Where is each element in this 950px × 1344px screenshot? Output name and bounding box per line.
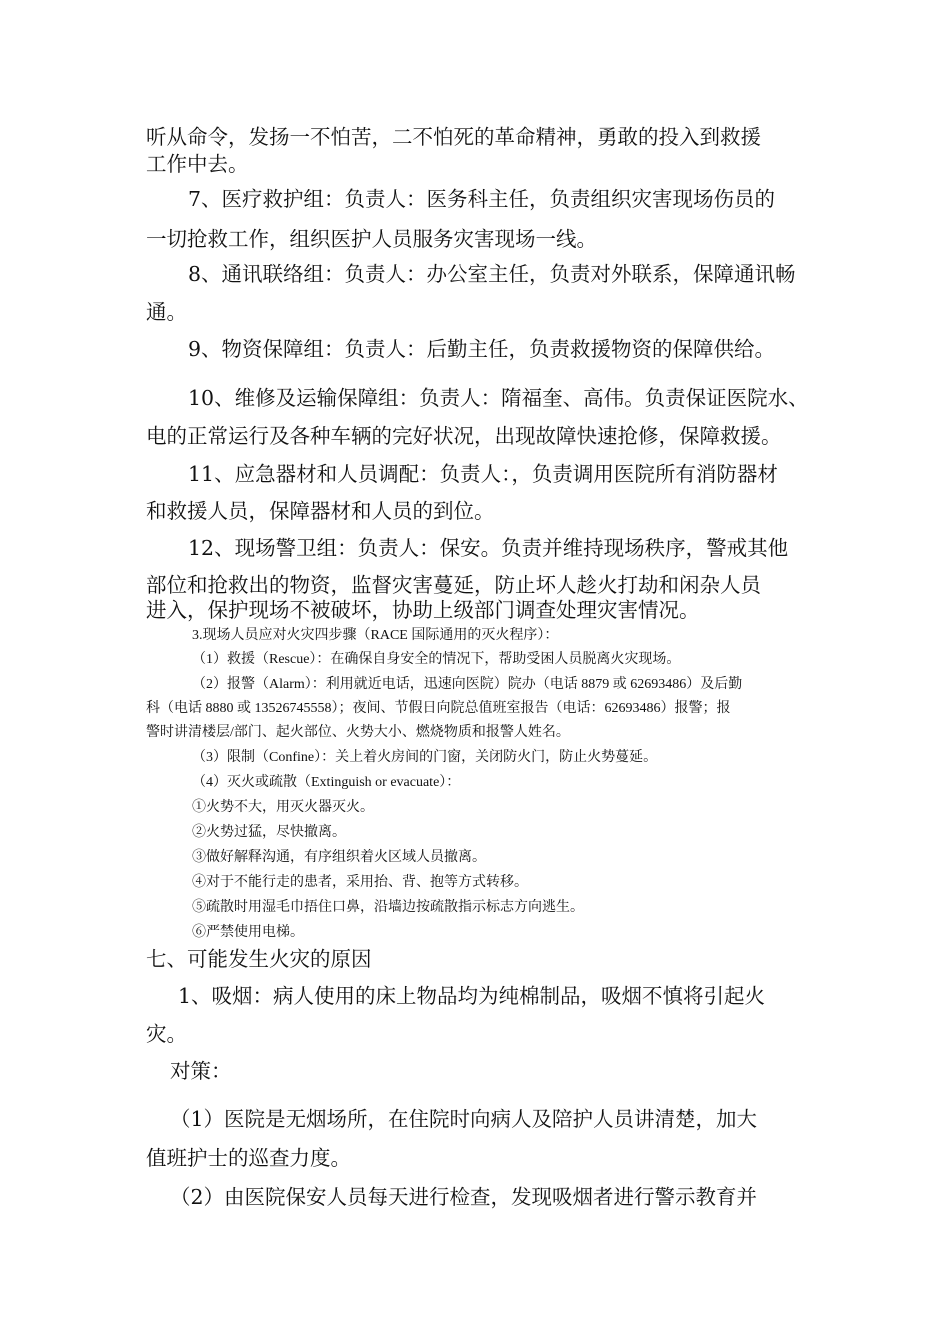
body-line: 12、现场警卫组：负责人：保安。负责并维持现场秩序，警戒其他 xyxy=(188,536,789,560)
race-step: （2）报警（Alarm）：利用就近电话，迅速向医院）院办（电话 8879 或 62693486）及后勤 xyxy=(192,677,743,692)
body-line: 电的正常运行及各种车辆的完好状况，出现故障快速抢修，保障救援。 xyxy=(146,424,782,448)
body-line: 10、维修及运输保障组：负责人：隋福奎、高伟。负责保证医院水、 xyxy=(188,386,809,410)
section-title: 七、可能发生火灾的原因 xyxy=(146,947,372,971)
body-line: 通。 xyxy=(146,300,187,324)
body-line: 进入，保护现场不被破坏，协助上级部门调查处理灾害情况。 xyxy=(146,598,700,622)
race-step: （3）限制（Confine）：关上着火房间的门窗，关闭防火门，防止火势蔓延。 xyxy=(192,750,658,765)
body-line: 灾。 xyxy=(146,1022,187,1046)
body-line: 部位和抢救出的物资，监督灾害蔓延，防止坏人趁火打劫和闲杂人员 xyxy=(146,573,761,597)
race-heading: 3.现场人员应对火灾四步骤（RACE 国际通用的灭火程序）： xyxy=(192,628,559,643)
race-step: （4）灭火或疏散（Extinguish or evacuate）： xyxy=(192,775,461,790)
body-line: 1、吸烟：病人使用的床上物品均为纯棉制品，吸烟不慎将引起火 xyxy=(178,984,766,1008)
race-step: （1）救援（Rescue）：在确保自身安全的情况下，帮助受困人员脱离火灾现场。 xyxy=(192,652,681,667)
race-sub-item: ②火势过猛，尽快撤离。 xyxy=(192,825,346,840)
body-line: 听从命令，发扬一不怕苦，二不怕死的革命精神，勇敢的投入到救援 xyxy=(146,125,761,149)
body-line: 8、通讯联络组：负责人：办公室主任，负责对外联系，保障通讯畅 xyxy=(188,262,796,286)
body-line: 7、医疗救护组：负责人：医务科主任，负责组织灾害现场伤员的 xyxy=(188,187,776,211)
race-step: 警时讲清楼层/部门、起火部位、火势大小、燃烧物质和报警人姓名。 xyxy=(146,725,570,740)
race-sub-item: ⑤疏散时用湿毛巾捂住口鼻，沿墙边按疏散指示标志方向逃生。 xyxy=(192,900,584,915)
body-line: 一切抢救工作，组织医护人员服务灾害现场一线。 xyxy=(146,227,597,251)
race-sub-item: ③做好解释沟通，有序组织着火区域人员撤离。 xyxy=(192,850,486,865)
body-line: 9、物资保障组：负责人：后勤主任，负责救援物资的保障供给。 xyxy=(188,337,776,361)
body-line: 和救援人员，保障器材和人员的到位。 xyxy=(146,499,495,523)
countermeasure-label: 对策： xyxy=(170,1059,232,1083)
body-line: 11、应急器材和人员调配：负责人：，负责调用医院所有消防器材 xyxy=(188,462,778,486)
body-line: 值班护士的巡查力度。 xyxy=(146,1146,351,1170)
body-line: 工作中去。 xyxy=(146,152,249,176)
body-line: （1）医院是无烟场所，在住院时向病人及陪护人员讲清楚，加大 xyxy=(170,1107,758,1131)
race-step: 科（电话 8880 或 13526745558）；夜间、节假日向院总值班室报告（电话：62693486）报警；报 xyxy=(146,701,731,716)
race-sub-item: ⑥严禁使用电梯。 xyxy=(192,925,304,940)
body-line: （2）由医院保安人员每天进行检查，发现吸烟者进行警示教育并 xyxy=(170,1185,758,1209)
race-sub-item: ④对于不能行走的患者，采用抬、背、抱等方式转移。 xyxy=(192,875,528,890)
race-sub-item: ①火势不大，用灭火器灭火。 xyxy=(192,800,374,815)
